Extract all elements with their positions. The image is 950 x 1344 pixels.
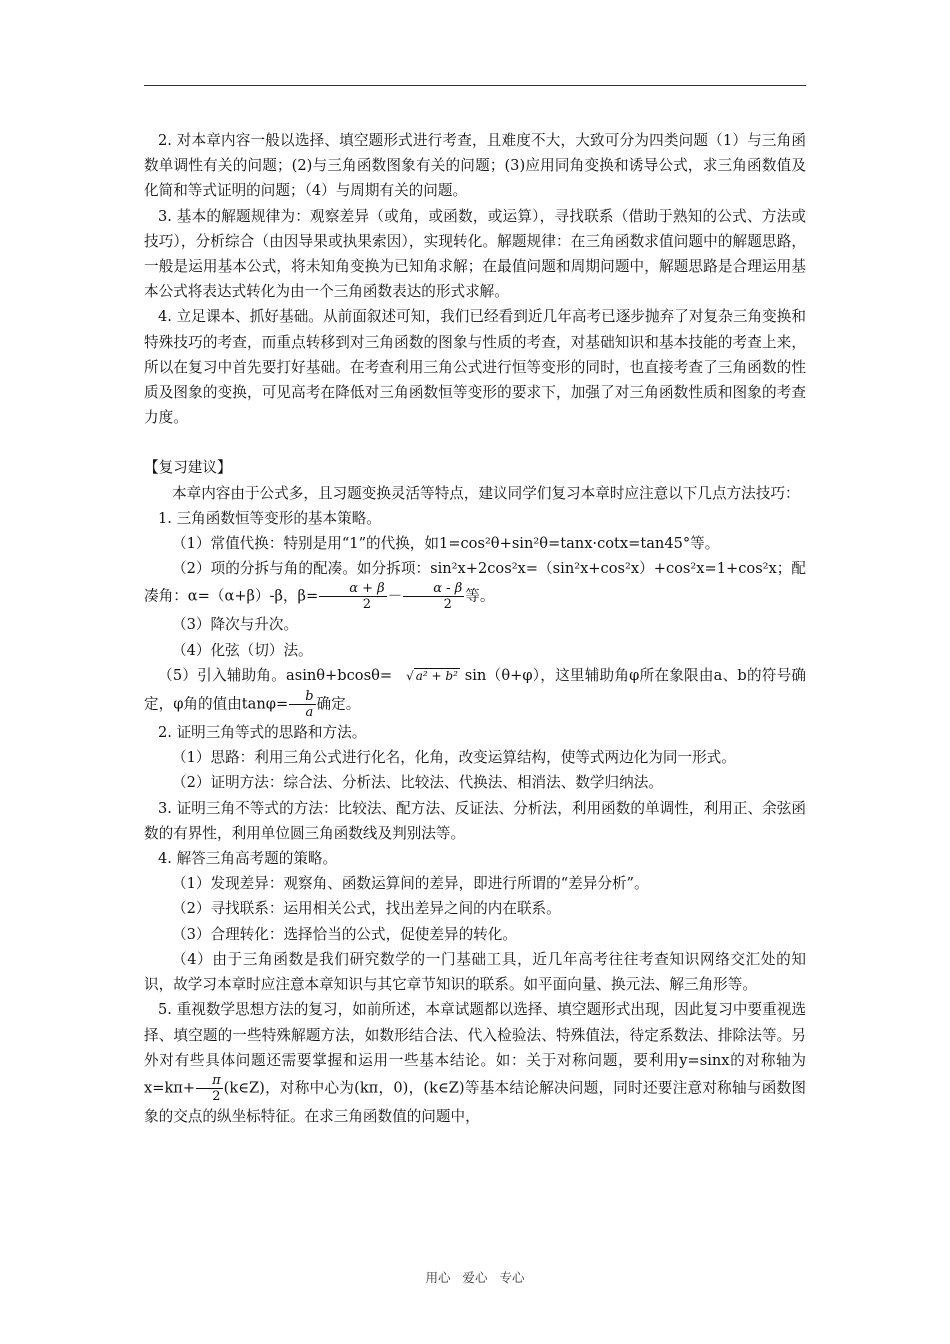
item-3: 3. 证明三角不等式的方法：比较法、配方法、反证法、分析法，利用函数的单调性，利用正、余弦函数的有界性，利用单位圆三角函数线及判别法等。 xyxy=(144,799,806,842)
page-footer xyxy=(0,1268,950,1286)
item-5: 5. 重视数学思想方法的复习，如前所述，本章试题都以选择、填空题形式出现，因此复习中要重视选择、填空题的一些特殊解题方法，如数形结合法、代入检验法、特殊值法，待定系数法、排除法等。另外对有些具体问题还需要掌握和运用一些基本结论。如：关于对称问题，要利用y=sinx的对称轴为x=kπ+ $\frac{\pi}{2}$ (k∈Z)，对称中心为(kπ，0)，(k∈Z)等基本结论解决问题，同时还要注意对称轴与函数图象的交点的纵坐标特征。在求三角函数值的问题中， xyxy=(144,1001,806,1125)
item-2-2: （2）证明方法：综合法、分析法、比较法、代换法、相消法、数学归纳法。 xyxy=(172,774,663,792)
header-rule xyxy=(144,85,806,86)
fraction-b-over-a: $\frac{b}{a}$ xyxy=(289,689,315,720)
item-4-3: （3）合理转化：选择恰当的公式，促使差异的转化。 xyxy=(172,925,517,943)
item-1-2: （2）项的分拆与角的配凑。如分拆项：sin²x+2cos²x=（sin²x+cos²x）+cos²x=1+cos²x；配凑角：α=（α+β）-β，β= $\frac{\alpha + \beta}{2}$ － $\frac{\alpha - \beta}{2}$ 等。 xyxy=(144,560,806,613)
item-1-4: （4）化弦（切）法。 xyxy=(172,641,313,659)
paragraph-4: 4. 立足课本、抓好基础。从前面叙述可知，我们已经看到近几年高考已逐步抛弃了对复杂三角变换和特殊技巧的考查，而重点转移到对三角函数的图象与性质的考查，对基础知识和基本技能的考查上来，所以在复习中首先要打好基础。在考查利用三角公式进行恒等变形的同时，也直接考查了三角函数的性质及图象的变换，可见高考在降低对三角函数恒等变形的要求下，加强了对三角函数性质和图象的考查力度。 xyxy=(144,308,806,427)
fraction-pi-over-2: $\frac{\pi}{2}$ xyxy=(196,1073,223,1104)
footer-word: 用心 xyxy=(425,1270,451,1285)
fraction-alpha-plus-beta: $\frac{\alpha + \beta}{2}$ xyxy=(319,581,386,612)
item-2: 2. 证明三角等式的思路和方法。 xyxy=(158,724,367,742)
item-4-4: （4）由于三角函数是我们研究数学的一门基础工具，近几年高考往往考查知识网络交汇处的知识，故学习本章时应注意本章知识与其它章节知识的联系。如平面向量、换元法、解三角形等。 xyxy=(144,950,806,994)
item-1-5: （5）引入辅助角。asinθ+bcosθ= √ a² + b² sin（θ+φ），这里辅助角φ所在象限由a、b的符号确定，φ角的值由tanφ= $\frac{b}{a}$ 确定。 xyxy=(144,663,806,720)
footer-word: 爱心 xyxy=(462,1270,488,1285)
item-4-2: （2）寻找联系：运用相关公式，找出差异之间的内在联系。 xyxy=(172,900,561,918)
item-1-1: （1）常值代换：特别是用“1”的代换，如1=cos²θ+sin²θ=tanx·cotx=tan45°等。 xyxy=(172,535,720,553)
paragraph-3: 3. 基本的解题规律为：观察差异（或角，或函数，或运算），寻找联系（借助于熟知的公式、方法或技巧），分析综合（由因导果或执果索因），实现转化。解题规律：在三角函数求值问题中的解题思路，一般是运用基本公式，将未知角变换为已知角求解；在最值问题和周期问题中，解题思路是合理运用基本公式将表达式转化为由一个三角函数表达的形式求解。 xyxy=(144,207,806,301)
section-heading: 【复习建议】 xyxy=(144,459,232,477)
footer-word: 专心 xyxy=(499,1270,525,1285)
document-body xyxy=(144,128,806,1129)
item-4: 4. 解答三角高考题的策略。 xyxy=(158,850,338,868)
review-intro: 本章内容由于公式多，且习题变换灵活等特点，建议同学们复习本章时应注意以下几点方法技巧： xyxy=(172,484,800,502)
paragraph-2: 2. 对本章内容一般以选择、填空题形式进行考查，且难度不大，大致可分为四类问题（1）与三角函数单调性有关的问题；(2)与三角函数图象有关的问题；(3)应用同角变换和诱导公式，求三角函数值及化简和等式证明的问题；（4）与周期有关的问题。 xyxy=(144,132,806,200)
sqrt-expression: √ a² + b² xyxy=(406,668,458,683)
item-2-1: （1）思路：利用三角公式进行化名，化角，改变运算结构，使等式两边化为同一形式。 xyxy=(172,749,736,767)
fraction-alpha-minus-beta: $\frac{\alpha - \beta}{2}$ xyxy=(403,581,464,612)
item-1-3: （3）降次与升次。 xyxy=(172,616,299,634)
item-4-1: （1）发现差异：观察角、函数运算间的差异，即进行所谓的“差异分析”。 xyxy=(172,875,649,893)
item-1: 1. 三角函数恒等变形的基本策略。 xyxy=(158,509,381,527)
